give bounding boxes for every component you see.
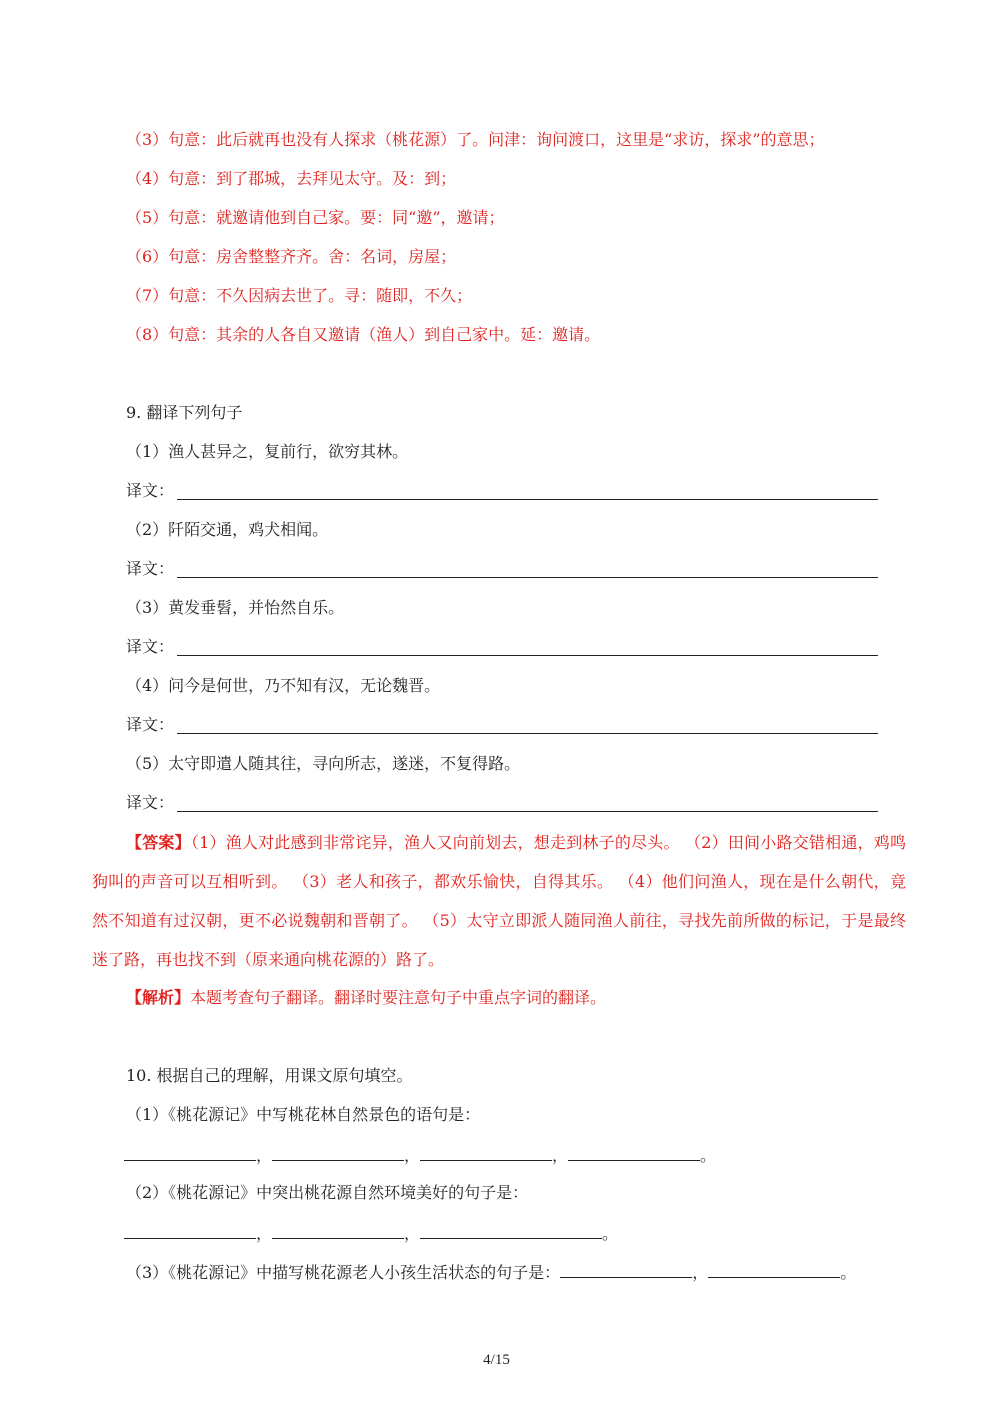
period: 。 — [840, 1263, 857, 1282]
translation-line-2[interactable] — [177, 577, 878, 578]
translation-label-2: 译文： — [126, 559, 175, 578]
q9-answer — [92, 823, 906, 979]
q9-item-4: （4）问今是何世，乃不知有汉，无论魏晋。 — [126, 676, 441, 695]
q10-blanks-1 — [124, 1145, 716, 1167]
period: 。 — [602, 1224, 619, 1243]
translation-line-3[interactable] — [177, 655, 878, 656]
answer-line-8: （8）句意：其余的人各自又邀请（渔人）到自己家中。延：邀请。 — [126, 325, 601, 344]
translation-label-3: 译文： — [126, 637, 175, 656]
comma: ， — [552, 1146, 569, 1165]
analysis-text: 本题考查句子翻译。翻译时要注意句子中重点字词的翻译。 — [190, 988, 607, 1007]
translation-label-1: 译文： — [126, 481, 175, 500]
blank[interactable] — [272, 1237, 404, 1239]
q10-blanks-2 — [124, 1223, 618, 1245]
question-10-title: 10. 根据自己的理解，用课文原句填空。 — [126, 1066, 413, 1085]
page-number: 4/15 — [483, 1352, 510, 1368]
blank[interactable] — [568, 1159, 700, 1161]
period: 。 — [700, 1146, 717, 1165]
translation-label-4: 译文： — [126, 715, 175, 734]
blank[interactable] — [420, 1159, 552, 1161]
q10-item-2: （2）《桃花源记》中突出桃花源自然环境美好的句子是： — [126, 1183, 529, 1202]
answer-tag: 【答案】 — [126, 833, 191, 852]
q9-item-2: （2）阡陌交通，鸡犬相闻。 — [126, 520, 329, 539]
blank[interactable] — [420, 1237, 602, 1239]
q9-analysis — [126, 987, 606, 1009]
comma: ， — [404, 1224, 421, 1243]
blank[interactable] — [560, 1276, 692, 1278]
answer-line-5: （5）句意：就邀请他到自己家。要：同“邀”，邀请； — [126, 208, 505, 227]
q9-item-3: （3）黄发垂髫，并怡然自乐。 — [126, 598, 345, 617]
translation-line-4[interactable] — [177, 733, 878, 734]
q10-item-1: （1）《桃花源记》中写桃花林自然景色的语句是： — [126, 1105, 481, 1124]
analysis-tag: 【解析】 — [126, 988, 191, 1007]
blank[interactable] — [708, 1276, 840, 1278]
q9-item-5: （5）太守即遣人随其往，寻向所志，遂迷，不复得路。 — [126, 754, 521, 773]
answer-line-4: （4）句意：到了郡城，去拜见太守。及：到； — [126, 169, 457, 188]
blank[interactable] — [124, 1159, 256, 1161]
blank[interactable] — [272, 1159, 404, 1161]
answer-line-7: （7）句意：不久因病去世了。寻：随即，不久； — [126, 286, 473, 305]
q10-item-3 — [126, 1262, 856, 1284]
comma: ， — [256, 1146, 273, 1165]
q10-item-3-text: （3）《桃花源记》中描写桃花源老人小孩生活状态的句子是： — [126, 1263, 561, 1282]
comma: ， — [256, 1224, 273, 1243]
question-9-title: 9. 翻译下列句子 — [126, 403, 243, 422]
comma: ， — [692, 1263, 709, 1282]
translation-line-1[interactable] — [177, 499, 878, 500]
answer-text: （1）渔人对此感到非常诧异，渔人又向前划去，想走到林子的尽头。 （2）田间小路交错相通，鸡鸣狗叫的声音可以互相听到。 （3）老人和孩子，都欢乐愉快，自得其乐。 （4）他们问渔人，现在是什么朝代，竟然不知道有过汉朝，更不必说魏朝和晋朝了。 （5）太守立即派人随同渔人前往，寻找先前所做的标记，于是最终迷了路，再也找不到（原来通向桃花源的）路了。 — [92, 833, 906, 969]
answer-line-6: （6）句意：房舍整整齐齐。舍：名词，房屋； — [126, 247, 457, 266]
answer-line-3: （3）句意：此后就再也没有人探求（桃花源）了。问津：询问渡口，这里是“求访，探求”的意思； — [126, 130, 825, 149]
blank[interactable] — [124, 1237, 256, 1239]
translation-line-5[interactable] — [177, 811, 878, 812]
translation-label-5: 译文： — [126, 793, 175, 812]
comma: ， — [404, 1146, 421, 1165]
q9-item-1: （1）渔人甚异之，复前行，欲穷其林。 — [126, 442, 409, 461]
